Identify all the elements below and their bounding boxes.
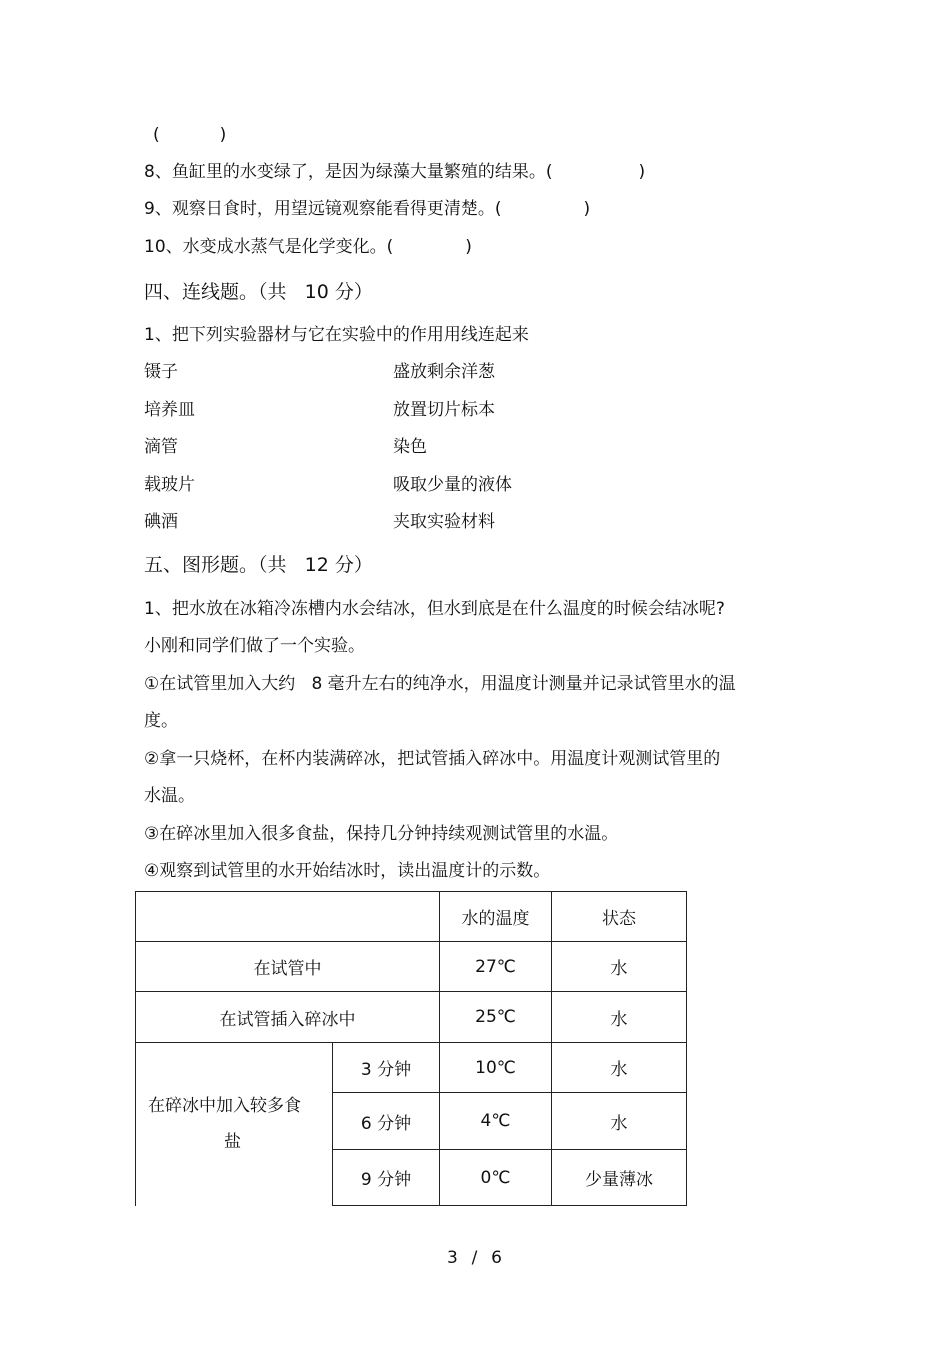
- matching-question: 1、把下列实验器材与它在实验中的作用用线连起来: [144, 325, 529, 345]
- matching-right-item: 盛放剩余洋葱: [393, 362, 495, 382]
- salt-label-line1: 在碎冰中加入较多食: [148, 1096, 301, 1117]
- matching-left-item: 滴管: [144, 437, 178, 457]
- row-time: 3 分钟: [333, 1043, 440, 1093]
- section-heading-4: 四、连线题。（共 10 分）: [144, 281, 373, 303]
- answer-bracket: [153, 123, 226, 147]
- item-text: 9、观察日食时，用望远镜观察能看得更清楚。: [144, 199, 495, 219]
- matching-right-item: 夹取实验材料: [393, 512, 495, 532]
- table-header-state: 状态: [552, 892, 687, 942]
- matching-right-item: 吸取少量的液体: [393, 475, 512, 495]
- paren-close: ): [583, 199, 591, 219]
- paren-open: (: [386, 237, 394, 257]
- row-temp: 4℃: [440, 1093, 552, 1150]
- table-row: [136, 992, 687, 1043]
- table-row: [136, 1043, 687, 1093]
- judgement-item: [144, 235, 472, 259]
- salt-group-label: [136, 1043, 333, 1206]
- row-label: 在试管中: [136, 942, 440, 992]
- paren-open: (: [153, 125, 160, 145]
- page-number: 3 / 6: [447, 1248, 503, 1268]
- paren-close: ): [638, 162, 646, 182]
- judgement-item: [144, 197, 590, 221]
- matching-right-item: 放置切片标本: [393, 400, 495, 420]
- row-time: 9 分钟: [333, 1150, 440, 1206]
- question-line: ③在碎冰里加入很多食盐，保持几分钟持续观测试管里的水温。: [144, 824, 619, 844]
- table-header-temp: 水的温度: [440, 892, 552, 942]
- table-header-blank: [136, 892, 440, 942]
- question-line: ①在试管里加入大约 8 毫升左右的纯净水，用温度计测量并记录试管里水的温: [144, 674, 736, 694]
- row-state: 少量薄冰: [552, 1150, 687, 1206]
- table-header-row: [136, 892, 687, 942]
- row-state: 水: [552, 992, 687, 1043]
- item-text: 10、水变成水蒸气是化学变化。: [144, 237, 387, 257]
- paren-close: ): [219, 125, 227, 145]
- row-state: 水: [552, 942, 687, 992]
- paren-close: ): [465, 237, 472, 257]
- matching-left-item: 载玻片: [144, 475, 195, 495]
- question-line: 水温。: [144, 786, 195, 806]
- salt-label-line2: 盐: [224, 1132, 241, 1153]
- paren-open: (: [494, 199, 502, 219]
- question-line: 1、把水放在冰箱冷冻槽内水会结冰，但水到底是在什么温度的时候会结冰呢?: [144, 599, 725, 619]
- question-line: 小刚和同学们做了一个实验。: [144, 636, 365, 656]
- row-state: 水: [552, 1043, 687, 1093]
- question-line: 度。: [144, 711, 178, 731]
- row-temp: 10℃: [440, 1043, 552, 1093]
- question-line: ②拿一只烧杯，在杯内装满碎冰，把试管插入碎冰中。用温度计观测试管里的: [144, 749, 721, 769]
- row-label: 在试管插入碎冰中: [136, 992, 440, 1043]
- matching-left-item: 碘酒: [144, 512, 178, 532]
- row-time: 6 分钟: [333, 1093, 440, 1150]
- matching-right-item: 染色: [393, 437, 427, 457]
- row-temp: 27℃: [440, 942, 552, 992]
- item-text: 8、鱼缸里的水变绿了，是因为绿藻大量繁殖的结果。: [144, 162, 546, 182]
- judgement-item: [144, 160, 645, 184]
- row-temp: 25℃: [440, 992, 552, 1043]
- section-heading-5: 五、图形题。（共 12 分）: [144, 554, 373, 576]
- paren-open: (: [545, 162, 553, 182]
- matching-left-item: 镊子: [144, 362, 178, 382]
- row-state: 水: [552, 1093, 687, 1150]
- table-row: [136, 942, 687, 992]
- experiment-table: [135, 891, 687, 1206]
- row-temp: 0℃: [440, 1150, 552, 1206]
- question-line: ④观察到试管里的水开始结冰时，读出温度计的示数。: [144, 861, 551, 881]
- matching-left-item: 培养皿: [144, 400, 195, 420]
